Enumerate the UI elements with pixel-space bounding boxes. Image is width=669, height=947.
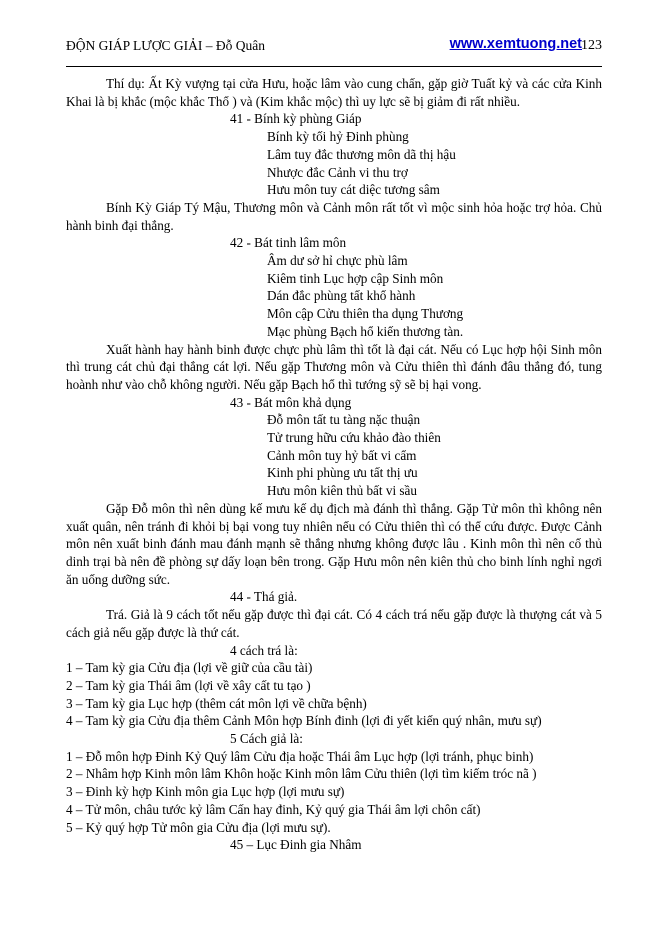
paragraph: Thí dụ: Ất Kỳ vượng tại cửa Hưu, hoặc lâm vào cung chấn, gặp giờ Tuất kỷ và các cửa Kinh Khai là bị khắc (mộc khắc Thổ ) và (Kim khắc mộc) thì uy lực sẽ bị giảm đi rất nhiều. — [66, 76, 602, 109]
paragraph: Trá. Giả là 9 cách tốt nếu gặp được thì đại cát. Có 4 cách trá nếu gặp được là thượng cát và 5 cách giả nếu gặp được là thứ cát. — [66, 607, 602, 640]
verse-line: Lâm tuy đắc thương môn dã thị hậu — [267, 146, 456, 162]
list-heading: 5 Cách giả là: — [230, 731, 303, 747]
list-item: 5 – Kỷ quý hợp Tử môn gia Cửu địa (lợi mưu sự). — [66, 819, 331, 835]
page-header — [66, 38, 602, 60]
list-item: 1 – Đỗ môn hợp Đinh Kỷ Quý lâm Cửu địa hoặc Thái âm Lục hợp (lợi tránh, phục binh) — [66, 748, 534, 764]
section-heading: 43 - Bát môn khả dụng — [230, 394, 352, 410]
paragraph: Gặp Đỗ môn thì nên dùng kế mưu kế dụ địch mà đánh thì thắng. Gặp Tử môn thì không nên xuất quân, nên tránh đi khỏi bị bại vong tuy nhiên nếu có Cửu thiên thì có thể cứu được. Được Cảnh môn nên xuất binh đánh mau đánh mạnh sẽ thắng nhưng không được lâu . Kinh môn thì nên cố thủ dinh trại bà nên đề phòng sự dấy loạn bên trong. Gặp Hưu môn nên kiên thủ cho binh lính nghỉ ngơi ăn uống dưỡng sức. — [66, 500, 602, 587]
list-heading: 4 cách trá là: — [230, 642, 298, 658]
verse-line: Mạc phùng Bạch hổ kiến thương tàn. — [267, 323, 464, 339]
paragraph: Bính Kỳ Giáp Tý Mậu, Thương môn và Cảnh môn rất tốt vì mộc sinh hỏa hoặc trợ hỏa. Chủ hành binh đại thắng. — [66, 199, 602, 233]
section-heading: 45 – Lục Đinh gia Nhâm — [230, 837, 362, 853]
list-item: 2 – Nhâm hợp Kinh môn lâm Khôn hoặc Kinh môn lâm Cửu thiên (lợi tìm kiếm tróc nã ) — [66, 766, 537, 782]
list-item: 4 – Tam kỳ gia Cửu địa thêm Cảnh Môn hợp Bính đinh (lợi đi yết kiến quý nhân, mưu sự) — [66, 713, 542, 729]
page-body — [66, 75, 602, 854]
verse-line: Tử trung hữu cứu khảo đào thiên — [267, 430, 441, 446]
verse-line: Bính kỳ tối hỷ Đinh phùng — [267, 129, 409, 145]
list-item: 3 – Đinh kỳ hợp Kinh môn gia Lục hợp (lợi mưu sự) — [66, 784, 345, 800]
page-number: 123 — [581, 38, 602, 53]
list-item: 4 – Tử môn, châu tước kỷ lâm Cấn hay đinh, Kỷ quý gia Thái âm lợi chôn cất) — [66, 801, 481, 817]
verse-line: Cảnh môn tuy hỷ bất vi cẩm — [267, 447, 417, 463]
verse-line: Môn cập Cửu thiên tha dụng Thương — [267, 306, 464, 322]
verse-line: Kinh phi phùng ưu tất thị ưu — [267, 465, 418, 481]
verse-line: Hưu môn tuy cát diệc tương sâm — [267, 182, 440, 198]
verse-line: Kiêm tinh Lục hợp cập Sinh môn — [267, 270, 444, 286]
section-heading: 44 - Thá giả. — [230, 589, 298, 605]
verse-line: Dán đắc phùng tất khổ hành — [267, 288, 416, 304]
list-item: 1 – Tam kỳ gia Cửu địa (lợi về giữ của cầu tài) — [66, 660, 313, 676]
paragraph: Xuất hành hay hành binh được chực phù lâm thì tốt là đại cát. Nếu có Lục hợp hội Sinh môn thì trung cát chủ đại thắng cát lợi. Nếu gặp Thương môn và Cửu thiên thì đánh đâu thắng đó, tung hoành như vào chỗ không người. Nếu gặp Bạch hổ thì tướng sỹ sẽ bị hại vong. — [66, 341, 602, 392]
section-heading: 41 - Bính kỳ phùng Giáp — [230, 111, 362, 127]
book-title: ĐỘN GIÁP LƯỢC GIẢI – Đỗ Quân — [66, 38, 265, 53]
verse-line: Hưu môn kiên thủ bất vi sầu — [267, 483, 417, 499]
header-rule — [66, 66, 602, 67]
verse-line: Âm dư sở hỉ chực phù lâm — [267, 253, 408, 269]
list-item: 3 – Tam kỳ gia Lục hợp (thêm cát môn lợi về chữa bệnh) — [66, 695, 367, 711]
website-link[interactable]: www.xemtuong.net — [449, 36, 582, 52]
section-heading: 42 - Bát tinh lâm môn — [230, 235, 347, 251]
list-item: 2 – Tam kỳ gia Thái âm (lợi về xây cất tu tạo ) — [66, 677, 311, 693]
verse-line: Nhược đắc Cảnh vi thu trợ — [267, 164, 408, 180]
verse-line: Đỗ môn tất tu tàng nặc thuận — [267, 412, 421, 428]
